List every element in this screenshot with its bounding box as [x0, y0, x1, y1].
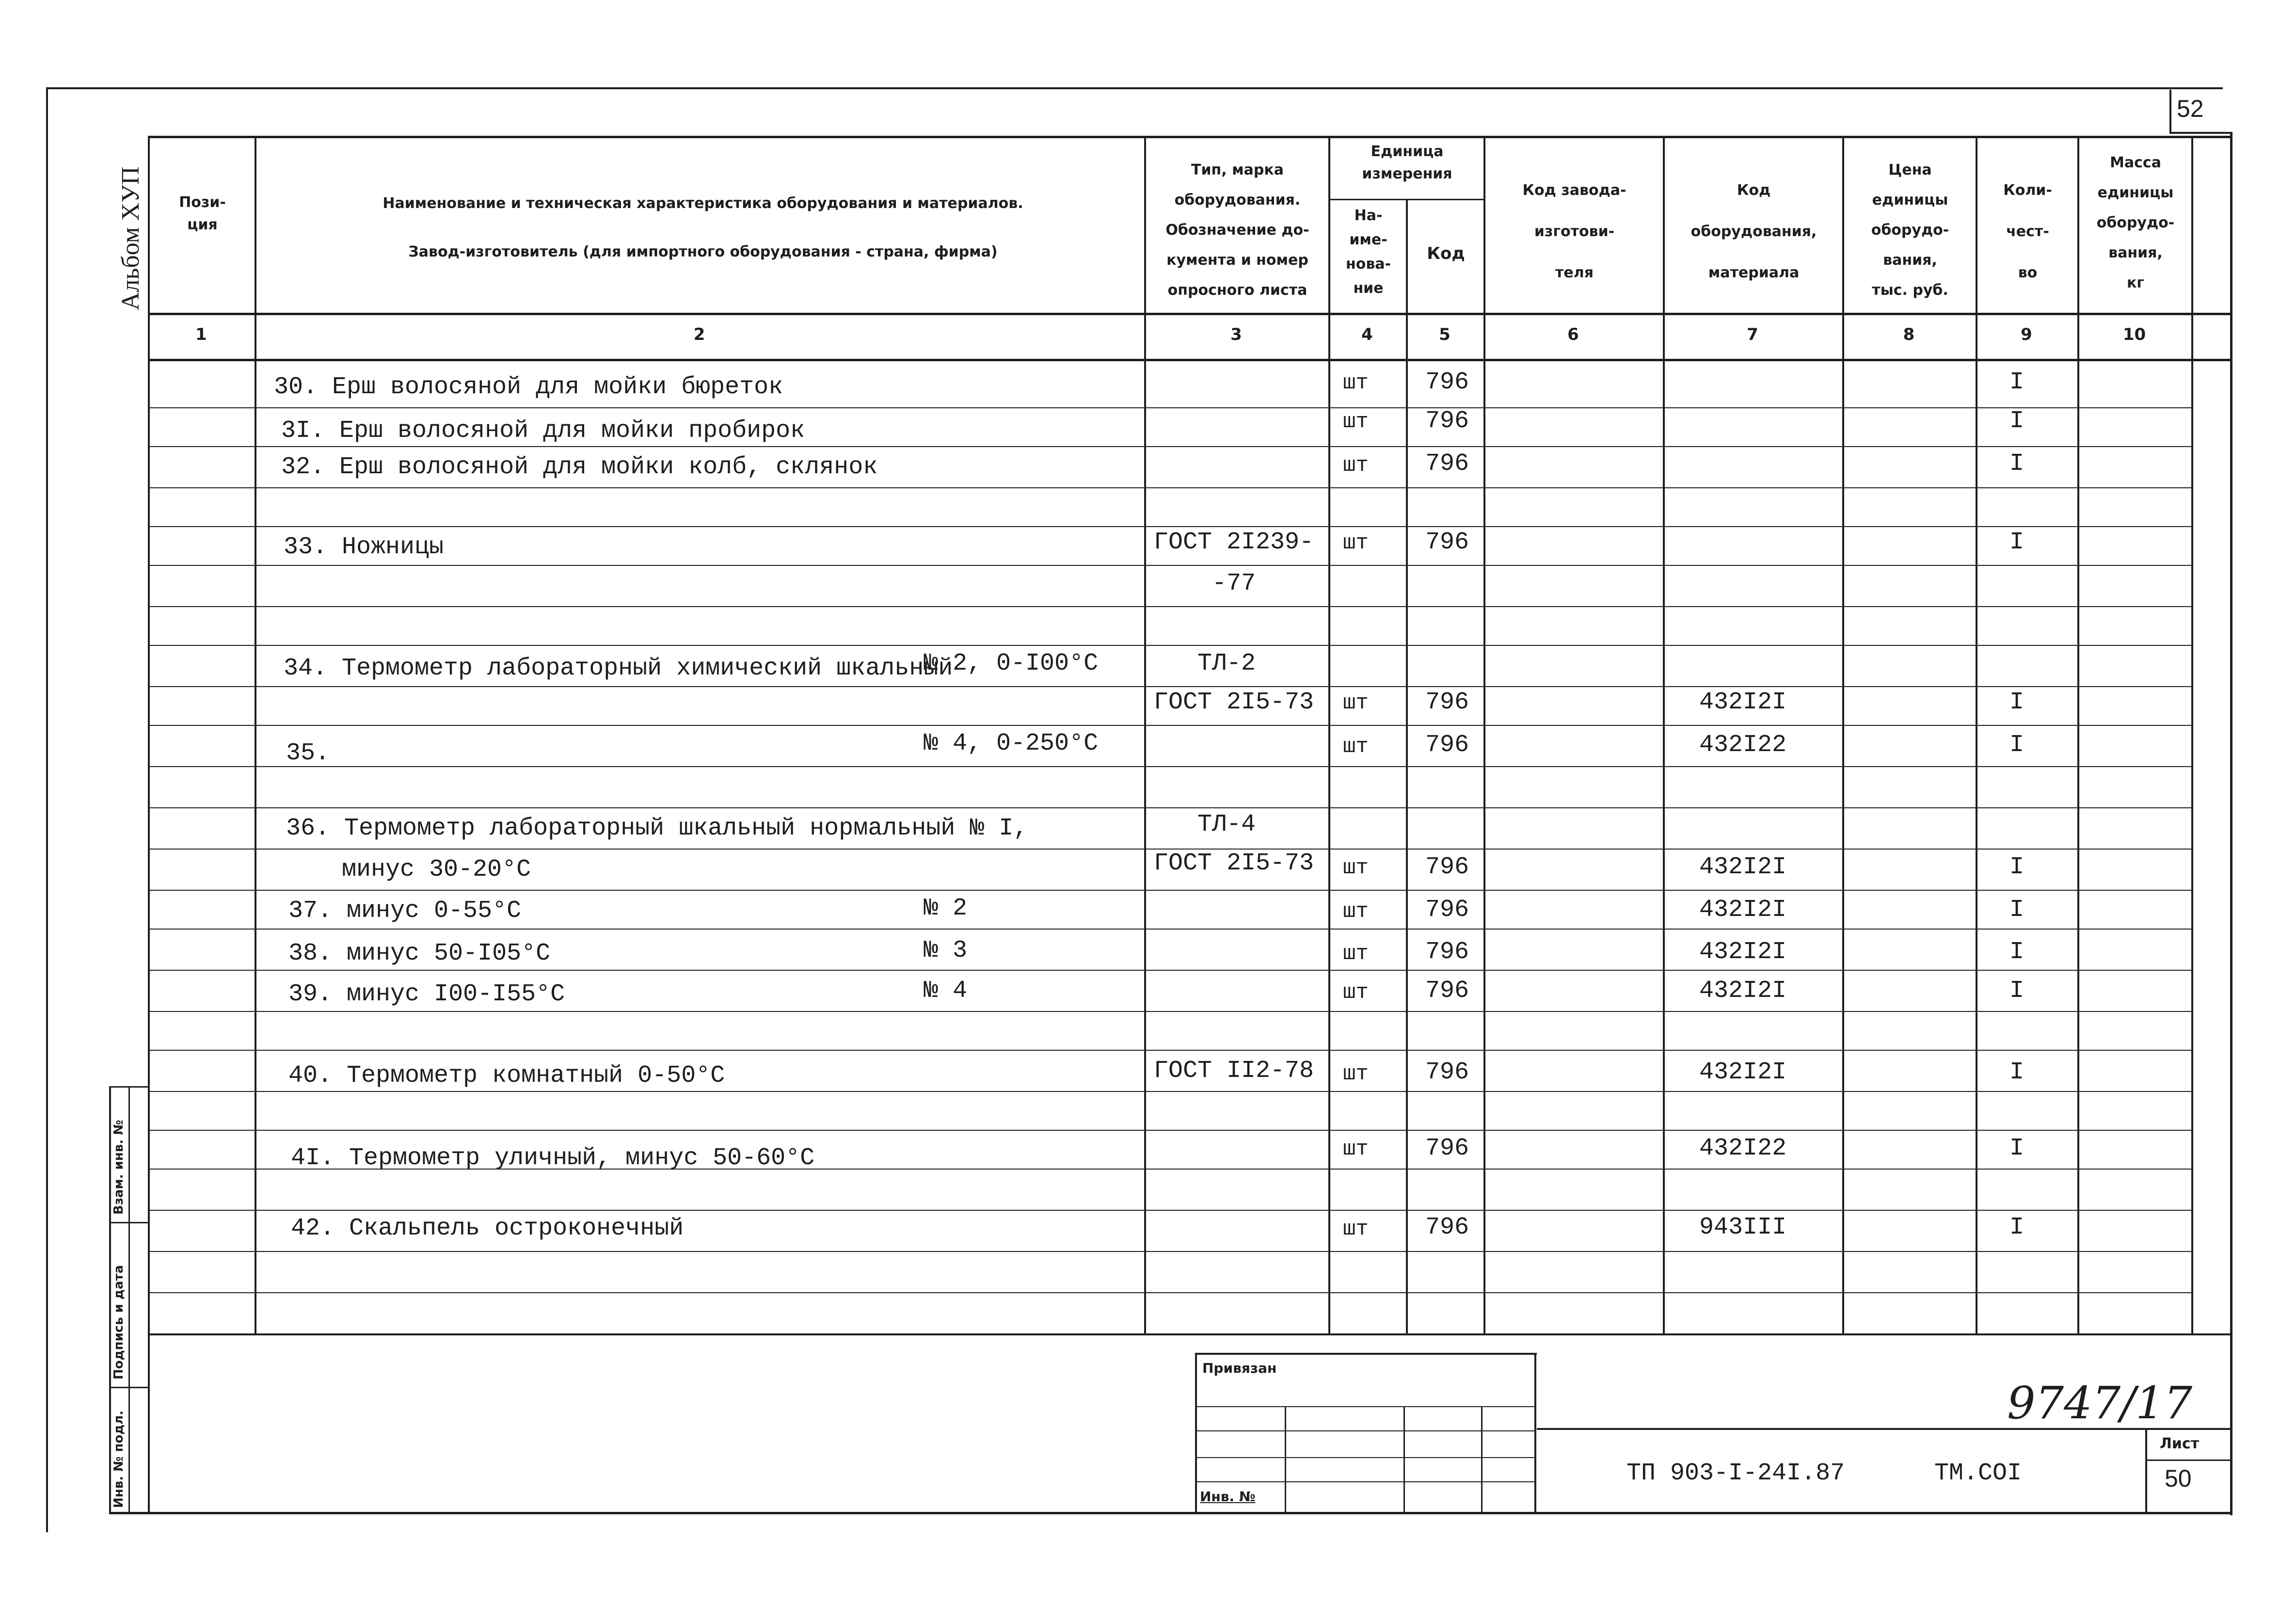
stamp-replaced-inv: Взам. инв. №: [112, 1120, 126, 1215]
frame-bottom: [109, 1512, 2232, 1514]
col-num-4: 4: [1361, 325, 1373, 344]
col-num-5: 5: [1439, 325, 1451, 344]
col-num-9: 9: [2021, 325, 2032, 344]
corner-page-number: 52: [2177, 95, 2204, 122]
stamp-inv-original: Инв. № подл.: [112, 1410, 126, 1508]
header-mass: Масса единицы оборудо- вания, кг: [2096, 154, 2175, 291]
col-num-8: 8: [1903, 325, 1915, 344]
header-unit: Единица измерения: [1362, 143, 1452, 182]
header-material-code: Код оборудования, материала: [1690, 182, 1817, 281]
sheet-number: 50: [2165, 1465, 2192, 1492]
col-num-7: 7: [1747, 325, 1758, 344]
designer-mark: 9747/17: [2007, 1377, 2193, 1429]
sheet-label: Лист: [2160, 1435, 2200, 1452]
col-num-3: 3: [1230, 325, 1242, 344]
col-num-6: 6: [1567, 325, 1579, 344]
col-num-1: 1: [195, 325, 207, 344]
stamp-signature-date: Подпись и дата: [112, 1265, 126, 1379]
frame-left-outer: [46, 87, 48, 1532]
table-bottom-line: [148, 1333, 2232, 1335]
document-suffix: ТМ.COI: [1934, 1460, 2022, 1487]
document-code: ТП 903-I-24I.87: [1626, 1460, 1845, 1487]
header-factory-code: Код завода- изготови- теля: [1522, 182, 1626, 281]
header-position: Пози- ция: [179, 194, 226, 233]
frame-right: [2230, 133, 2232, 1515]
album-label: Альбом ХУП: [117, 166, 144, 310]
header-unit-name: На- име- нова- ние: [1345, 207, 1391, 297]
col-num-10: 10: [2122, 325, 2146, 344]
header-price: Цена единицы оборудо- вания, тыс. руб.: [1871, 161, 1949, 299]
frame-top: [46, 87, 2223, 89]
header-unit-code: Код: [1427, 244, 1465, 263]
col-num-2: 2: [693, 325, 705, 344]
header-type: Тип, марка оборудования. Обозначение до- кумента и номер опросного листа: [1165, 161, 1309, 299]
header-bottom-line: [148, 313, 2232, 315]
colnum-bottom-line: [148, 359, 2232, 361]
inv-label: Инв. №: [1200, 1489, 1256, 1505]
table-top-line: [148, 136, 2232, 138]
header-name: Наименование и техническая характеристика оборудования и материалов. Завод-изготовитель (для импортного оборудования - страна, фирма): [383, 195, 1023, 260]
header-quantity: Коли- чест- во: [2003, 182, 2052, 281]
attached-label: Привязан: [1202, 1360, 1277, 1376]
